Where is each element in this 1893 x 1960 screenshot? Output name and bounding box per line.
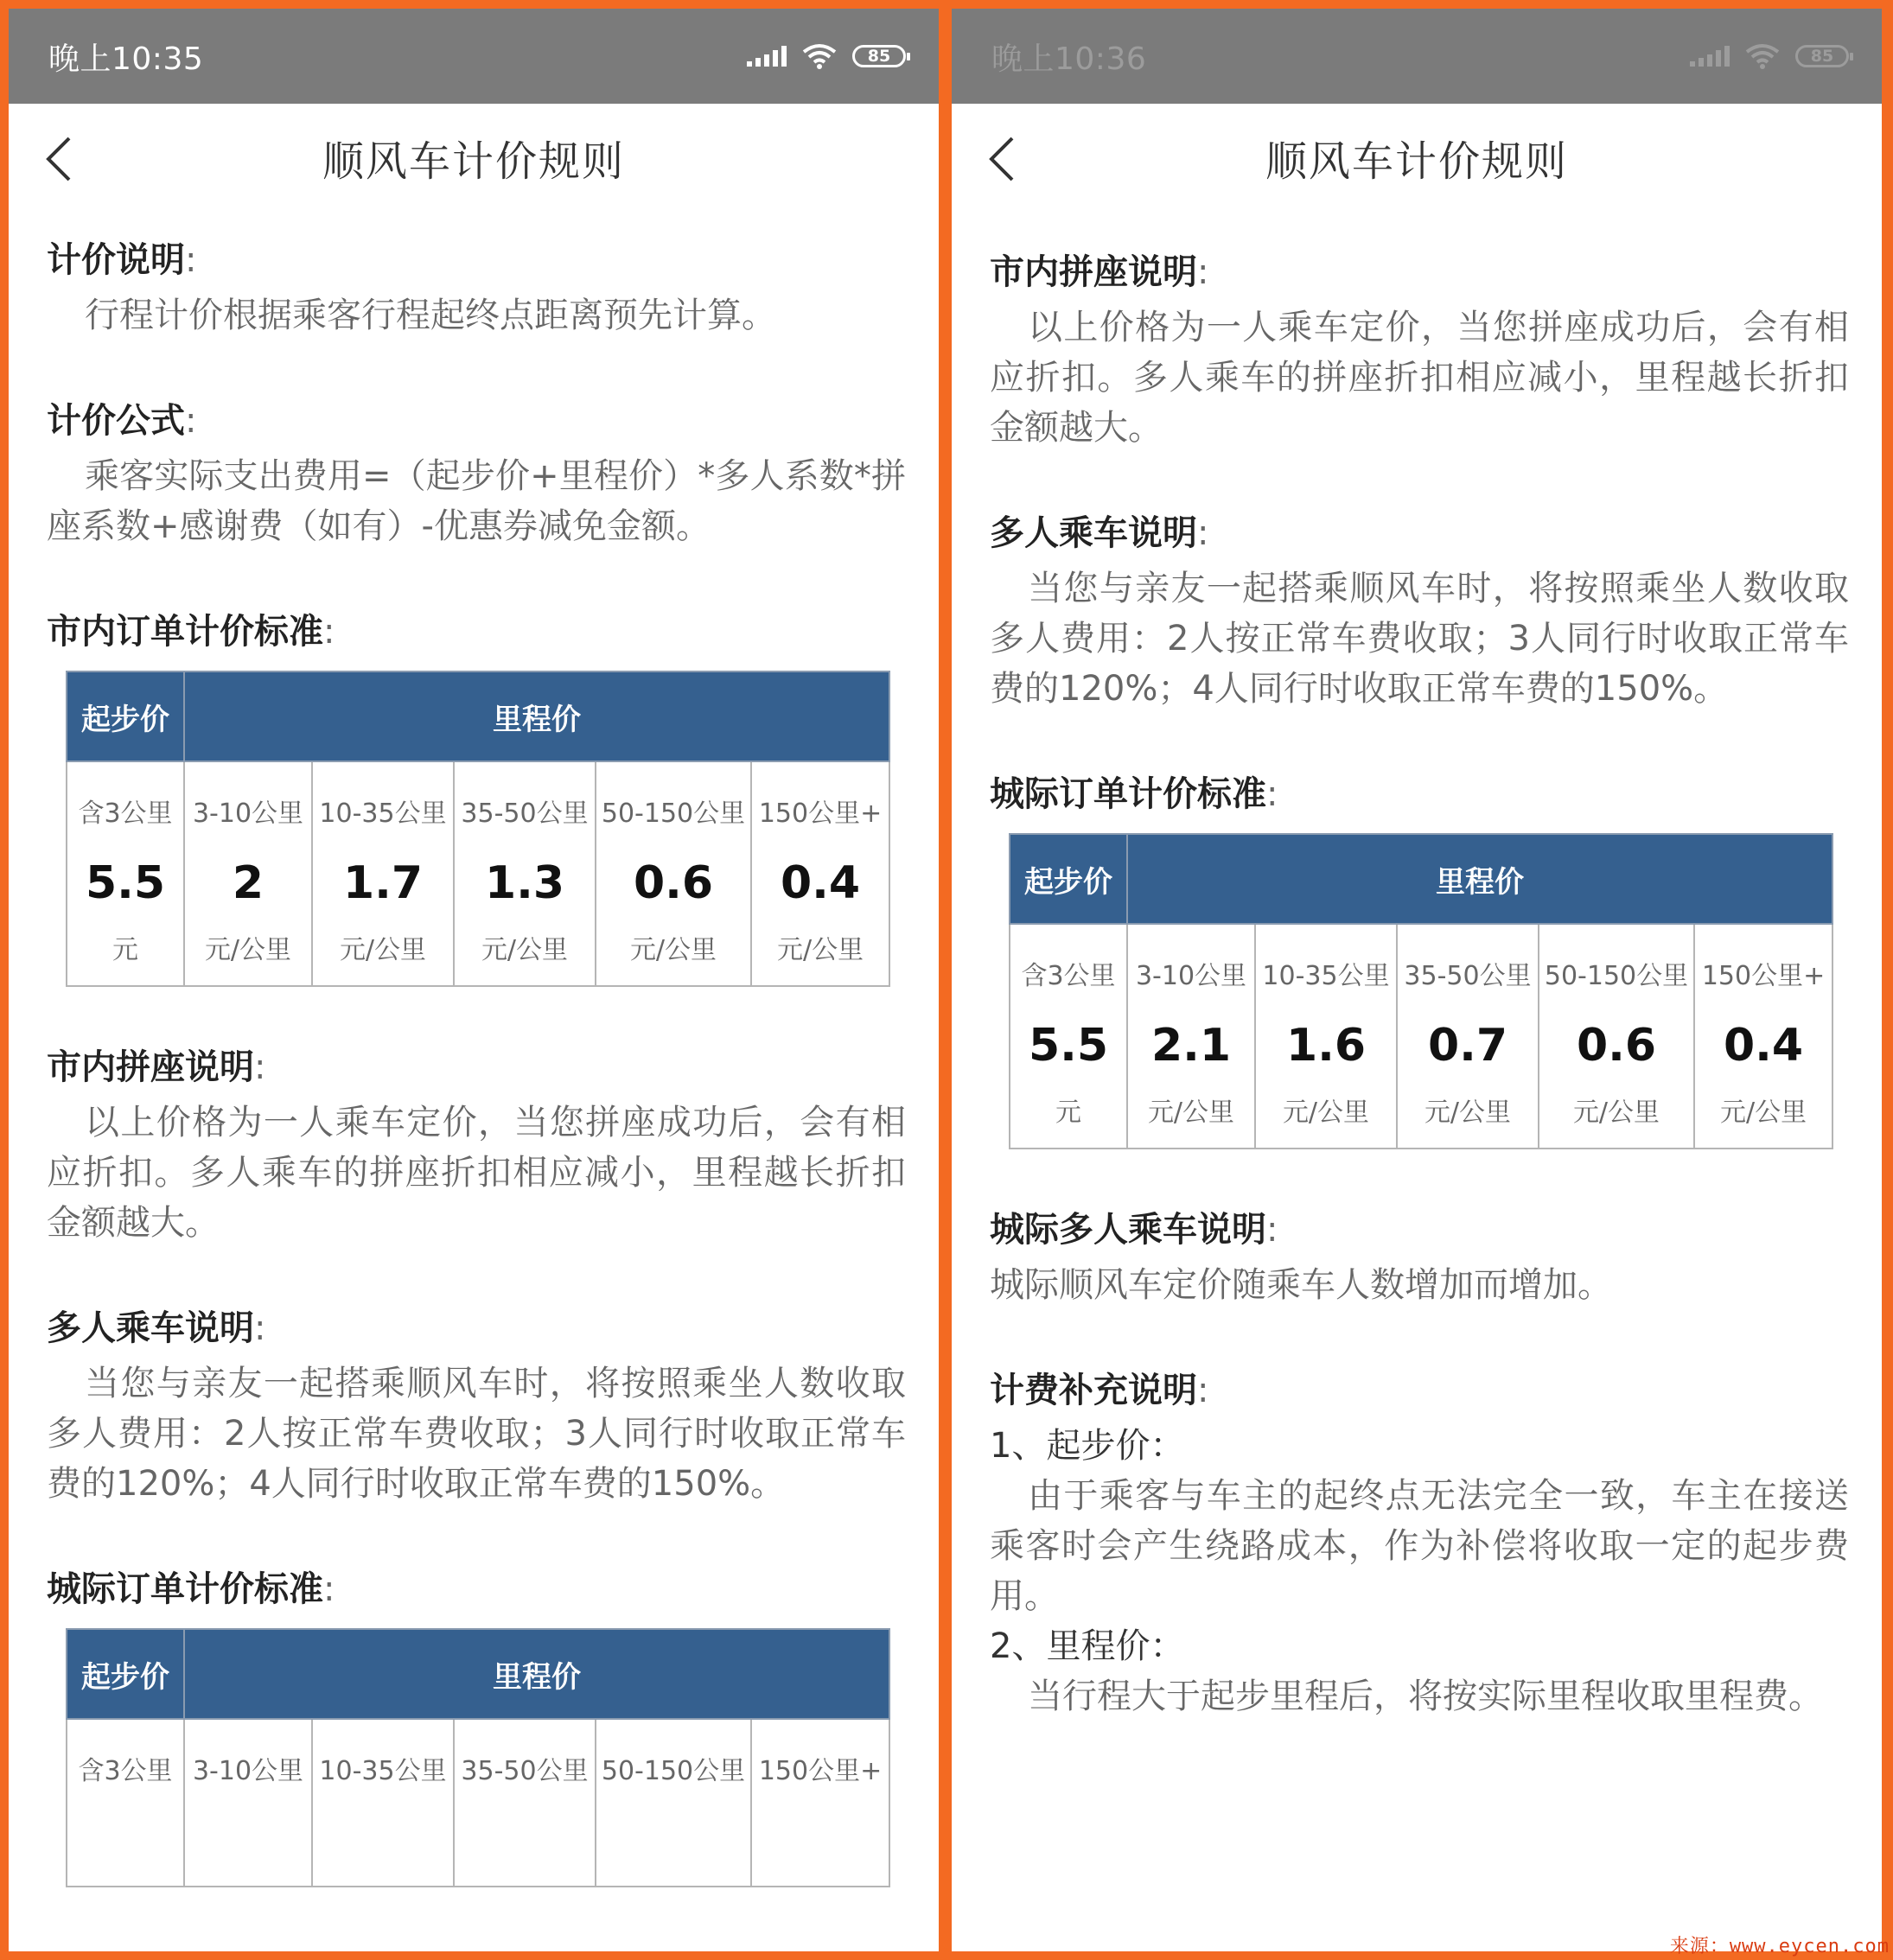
price-cell: 150公里+ 0.4 元/公里 — [751, 761, 889, 986]
section-text: 以上价格为一人乘车定价，当您拼座成功后，会有相应折扣。多人乘车的拼座折扣相应减小，里程越长折扣金额越大。 — [990, 308, 1849, 448]
section-title: 多人乘车说明: — [47, 1308, 266, 1348]
status-time: 晚上10:35 — [48, 41, 204, 77]
section-text: 行程计价根据乘客行程起终点距离预先计算。 — [85, 296, 776, 335]
section-title: 城际多人乘车说明: — [990, 1210, 1278, 1250]
page-title: 顺风车计价规则 — [322, 137, 625, 186]
price-cell: 10-35公里 1.7 元/公里 — [312, 761, 454, 986]
price-cell: 35-50公里 0.7 元/公里 — [1397, 924, 1539, 1149]
source-watermark: 来源：www.eycen.com — [1669, 1936, 1890, 1957]
price-cell: 含3公里 5.5 元 — [1010, 924, 1127, 1149]
section-text: 当您与亲友一起搭乘顺风车时，将按照乘坐人数收取多人费用：2人按正常车费收取；3人同行时收取正常车费的120%；4人同行时收取正常车费的150%。 — [47, 1364, 906, 1504]
section-text: 城际顺风车定价随乘车人数增加而增加。 — [990, 1265, 1612, 1305]
table-header-base: 起步价 — [67, 671, 184, 761]
intercity-price-table — [1009, 833, 1833, 1149]
section-text: 由于乘客与车主的起终点无法完全一致，车主在接送乘客时会产生绕路成本，作为补偿将收取一定的起步费用。 — [990, 1476, 1849, 1616]
table-header-mileage: 里程价 — [1127, 834, 1832, 924]
price-cell: 150公里+ — [751, 1719, 889, 1887]
signal-icon — [1690, 46, 1730, 67]
left-screenshot — [9, 9, 939, 1951]
price-cell: 3-10公里 — [184, 1719, 312, 1887]
price-cell: 35-50公里 1.3 元/公里 — [454, 761, 596, 986]
status-time: 晚上10:36 — [991, 41, 1147, 77]
section-title: 多人乘车说明: — [990, 513, 1209, 553]
table-header-mileage: 里程价 — [184, 671, 889, 761]
signal-icon — [747, 46, 787, 67]
section-title: 城际订单计价标准: — [47, 1569, 335, 1609]
intercity-price-table — [66, 1628, 890, 1887]
section-text: 当行程大于起步里程后，将按实际里程收取里程费。 — [1028, 1677, 1823, 1716]
section-title: 市内订单计价标准: — [47, 612, 335, 652]
city-price-table — [66, 671, 890, 987]
page-title: 顺风车计价规则 — [1265, 137, 1568, 186]
battery-icon: 85 — [852, 45, 906, 67]
price-cell: 含3公里 5.5 元 — [67, 761, 184, 986]
supplement-item-title: 2、里程价： — [990, 1626, 1185, 1666]
wifi-icon — [1745, 43, 1780, 69]
price-cell: 10-35公里 — [312, 1719, 454, 1887]
wifi-icon — [802, 43, 837, 69]
nav-bar — [952, 104, 1882, 211]
content — [990, 242, 1849, 1721]
table-header-base: 起步价 — [67, 1629, 184, 1719]
price-cell: 含3公里 — [67, 1719, 184, 1887]
price-cell: 150公里+ 0.4 元/公里 — [1694, 924, 1832, 1149]
section-title: 市内拼座说明: — [47, 1047, 266, 1087]
price-cell: 50-150公里 — [596, 1719, 751, 1887]
right-screenshot — [952, 9, 1882, 1951]
section-text: 以上价格为一人乘车定价，当您拼座成功后，会有相应折扣。多人乘车的拼座折扣相应减小，里程越长折扣金额越大。 — [47, 1103, 906, 1243]
section-text: 当您与亲友一起搭乘顺风车时，将按照乘坐人数收取多人费用：2人按正常车费收取；3人同行时收取正常车费的120%；4人同行时收取正常车费的150%。 — [990, 569, 1849, 709]
section-title: 计价公式: — [47, 401, 197, 441]
price-cell: 50-150公里 0.6 元/公里 — [596, 761, 751, 986]
section-text: 乘客实际支出费用=（起步价+里程价）*多人系数*拼座系数+感谢费（如有）-优惠券减免金额。 — [47, 456, 906, 546]
status-bar — [9, 9, 939, 104]
table-header-mileage: 里程价 — [184, 1629, 889, 1719]
price-cell: 3-10公里 2 元/公里 — [184, 761, 312, 986]
price-cell: 3-10公里 2.1 元/公里 — [1127, 924, 1255, 1149]
content — [47, 230, 906, 1887]
table-header-base: 起步价 — [1010, 834, 1127, 924]
section-title: 计费补充说明: — [990, 1371, 1209, 1410]
status-bar — [952, 9, 1882, 104]
price-cell: 35-50公里 — [454, 1719, 596, 1887]
section-title: 城际订单计价标准: — [990, 774, 1278, 814]
supplement-item-title: 1、起步价： — [990, 1426, 1185, 1466]
nav-bar — [9, 104, 939, 211]
price-cell: 50-150公里 0.6 元/公里 — [1539, 924, 1694, 1149]
price-cell: 10-35公里 1.6 元/公里 — [1255, 924, 1397, 1149]
section-title: 计价说明: — [47, 240, 197, 280]
battery-icon: 85 — [1795, 45, 1849, 67]
section-title: 市内拼座说明: — [990, 252, 1209, 292]
